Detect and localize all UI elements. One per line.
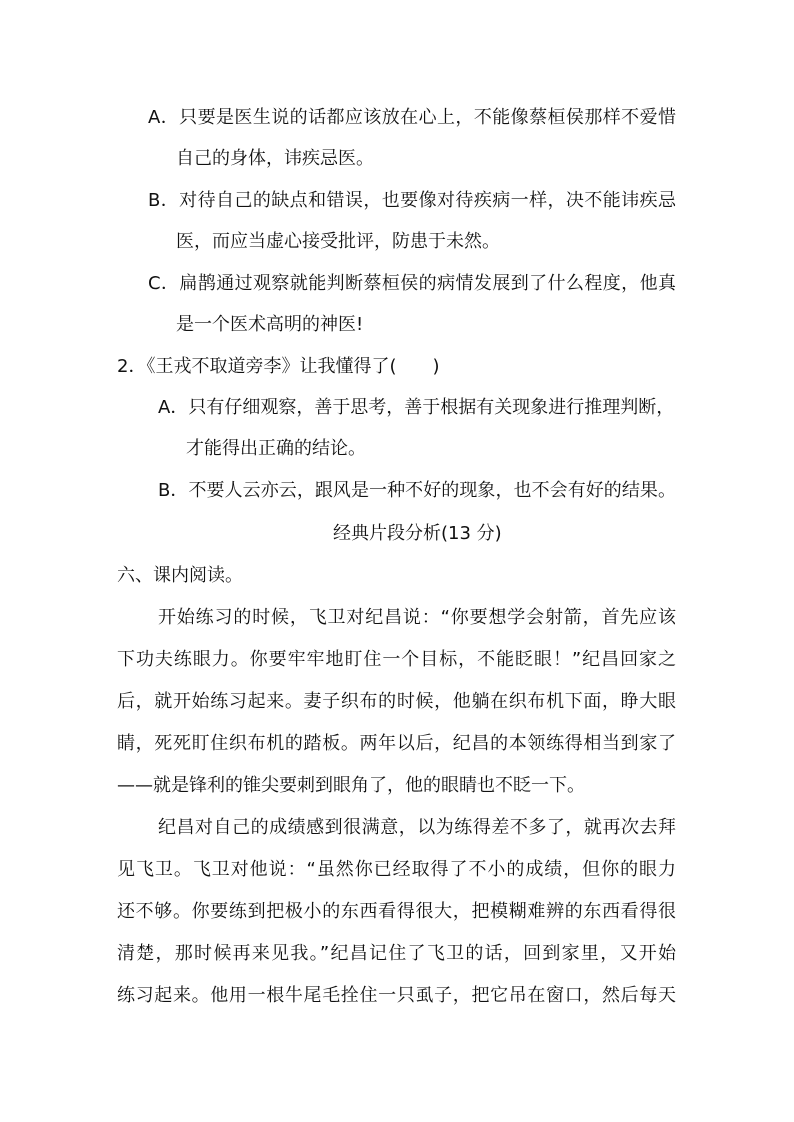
question-2-option-a-line-2: 才能得出正确的结论。 bbox=[186, 438, 366, 459]
option-b-line-1: B．对待自己的缺点和错误，也要像对待疾病一样，决不能讳疾忌 bbox=[148, 190, 676, 211]
part-heading: 六、课内阅读。 bbox=[117, 565, 243, 586]
passage-line: 开始练习的时候，飞卫对纪昌说：“你要想学会射箭，首先应该 bbox=[158, 607, 676, 628]
option-b-line-2: 医，而应当虚心接受批评，防患于未然。 bbox=[176, 231, 500, 252]
option-c-line-1: C．扁鹊通过观察就能判断蔡桓侯的病情发展到了什么程度，他真 bbox=[148, 273, 676, 294]
option-a-line-2: 自己的身体，讳疾忌医。 bbox=[176, 148, 374, 169]
passage-line: 睛，死死盯住织布机的踏板。两年以后，纪昌的本领练得相当到家了 bbox=[117, 733, 676, 754]
passage-line: 纪昌对自己的成绩感到很满意，以为练得差不多了，就再次去拜 bbox=[158, 817, 676, 838]
option-a-line-1: A．只要是医生说的话都应该放在心上，不能像蔡桓侯那样不爱惜 bbox=[148, 107, 676, 128]
passage-line: 见飞卫。飞卫对他说：“虽然你已经取得了不小的成绩，但你的眼力 bbox=[117, 859, 676, 880]
option-c-line-2: 是一个医术高明的神医! bbox=[176, 314, 364, 335]
question-2-option-a-line-1: A．只有仔细观察，善于思考，善于根据有关现象进行推理判断， bbox=[158, 397, 675, 418]
passage-line: 还不够。你要练到把极小的东西看得很大，把模糊难辨的东西看得很 bbox=[117, 901, 676, 922]
passage-line: 练习起来。他用一根牛尾毛拴住一只虱子，把它吊在窗口，然后每天 bbox=[117, 985, 676, 1006]
passage-line: 后，就开始练习起来。妻子织布的时候，他躺在织布机下面，睁大眼 bbox=[117, 691, 676, 712]
passage-line: 下功夫练眼力。你要牢牢地盯住一个目标，不能眨眼！”纪昌回家之 bbox=[117, 649, 676, 670]
question-2-option-b: B．不要人云亦云，跟风是一种不好的现象，也不会有好的结果。 bbox=[158, 480, 676, 501]
question-2-stem: 2．《王戎不取道旁李》让我懂得了( ) bbox=[117, 356, 440, 377]
passage-line: 清楚，那时候再来见我。”纪昌记住了飞卫的话，回到家里，又开始 bbox=[117, 943, 676, 964]
section-title: 经典片段分析(13 分) bbox=[333, 523, 502, 544]
passage-line: ——就是锋利的锥尖要刺到眼角了，他的眼睛也不眨一下。 bbox=[117, 775, 585, 796]
